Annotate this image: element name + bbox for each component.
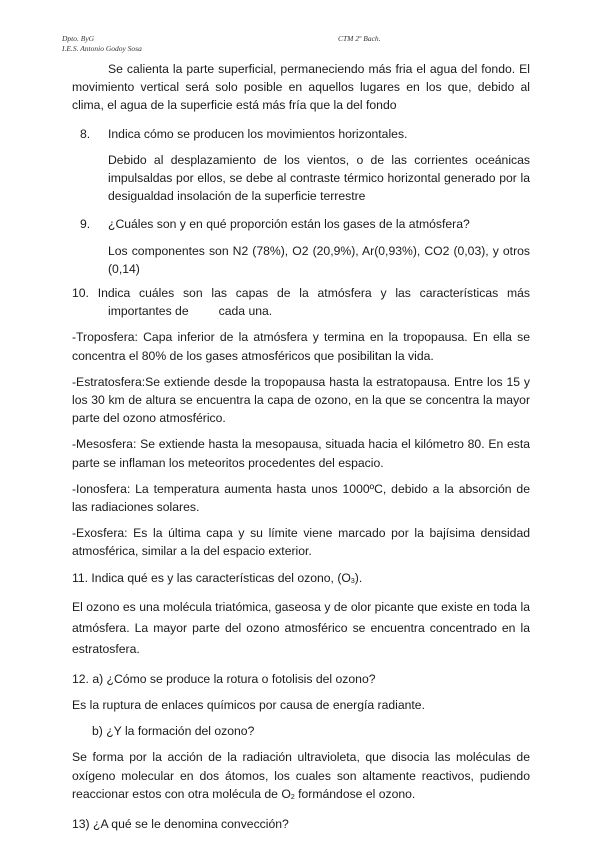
troposfera-paragraph: -Troposfera: Capa inferior de la atmósfera y termina en la tropopausa. En ella se concentra el 80% de los gases atmosféricos que posibilitan la vida. <box>72 330 530 363</box>
question-11 <box>72 569 530 591</box>
course-label: CTM 2º Bach. <box>338 34 381 43</box>
mesosfera-paragraph: -Mesosfera: Se extiende hasta la mesopausa, situada hacia el kilómetro 80. En esta parte se inflaman los meteoritos procedentes del espacio. <box>72 437 530 470</box>
question-8-number: 8. <box>80 126 91 141</box>
answer-12b <box>72 748 530 807</box>
school-label: I.E.S. Antonio Godoy Sosa <box>62 44 142 53</box>
estratosfera-paragraph: -Estratosfera:Se extiende desde la tropopausa hasta la estratopausa. Entre los 15 y los 30 km de altura se encuentra la capa de ozono, en la que se concentra la mayor parte del ozono atmosférico. <box>72 374 530 426</box>
oxygen-subscript: 2 <box>290 793 295 801</box>
question-13: 13) ¿A qué se le denomina convección? <box>72 817 289 832</box>
document-body <box>72 60 530 833</box>
question-8-text: Indica cómo se producen los movimientos horizontales. <box>108 126 408 141</box>
answer-9: Los componentes son N2 (78%), O2 (20,9%), Ar(0,93%), CO2 (0,03), y otros (0,14) <box>108 243 530 276</box>
intro-paragraph: Se calienta la parte superficial, permaneciendo más fria el agua del fondo. El movimiento vertical será solo posible en aquellos lugares en los que, debido al clima, el agua de la superficie está más fría que la del fondo <box>72 62 530 113</box>
answer-12b-end: formándose el ozono. <box>294 786 416 801</box>
answer-12a: Es la ruptura de enlaces químicos por causa de energía radiante. <box>72 698 425 713</box>
question-10 <box>72 284 530 320</box>
question-10-line2-b: cada una. <box>218 304 273 319</box>
question-11-text: 11. Indica qué es y las características del ozono, (O <box>72 570 351 585</box>
department-label: Dpto. ByG <box>62 34 95 43</box>
question-12b: b) ¿Y la formación del ozono? <box>92 724 255 739</box>
question-10-line2 <box>72 302 530 320</box>
question-10-line1: 10. Indica cuáles son las capas de la atmósfera y las características más <box>72 286 530 301</box>
header-left <box>62 34 142 54</box>
question-10-line2-a: importantes de <box>108 304 189 319</box>
answer-11: El ozono es una molécula triatómica, gaseosa y de olor picante que existe en toda la atmósfera. La mayor parte del ozono atmosférico se encuentra concentrado en la estratosfera. <box>72 599 530 656</box>
question-9 <box>72 215 530 233</box>
ozone-subscript: 3 <box>350 577 355 585</box>
answer-12b-text: Se forma por la acción de la radiación ultravioleta, que disocia las moléculas de oxígeno molecular en dos átomos, los cuales son altamente reactivos, pudiendo reaccionar estos con otra molécula de O <box>72 750 530 801</box>
question-9-text: ¿Cuáles son y en qué proporción están los gases de la atmósfera? <box>108 217 470 232</box>
ionosfera-paragraph: -Ionosfera: La temperatura aumenta hasta unos 1000ºC, debido a la absorción de las radiaciones solares. <box>72 481 530 515</box>
question-8 <box>72 125 530 143</box>
question-9-number: 9. <box>80 217 91 232</box>
exosfera-paragraph: -Exosfera: Es la última capa y su límite viene marcado por la bajísima densidad atmosférica, similar a la del espacio exterior. <box>72 526 530 559</box>
answer-8: Debido al desplazamiento de los vientos, o de las corrientes oceánicas impulsaldas por ellos, se debe al contraste térmico horizontal generado por la desigualdad insolación de la superficie terrestre <box>108 152 530 204</box>
question-12a: 12. a) ¿Cómo se produce la rotura o fotolisis del ozono? <box>72 671 376 686</box>
question-11-end: ). <box>354 570 363 585</box>
